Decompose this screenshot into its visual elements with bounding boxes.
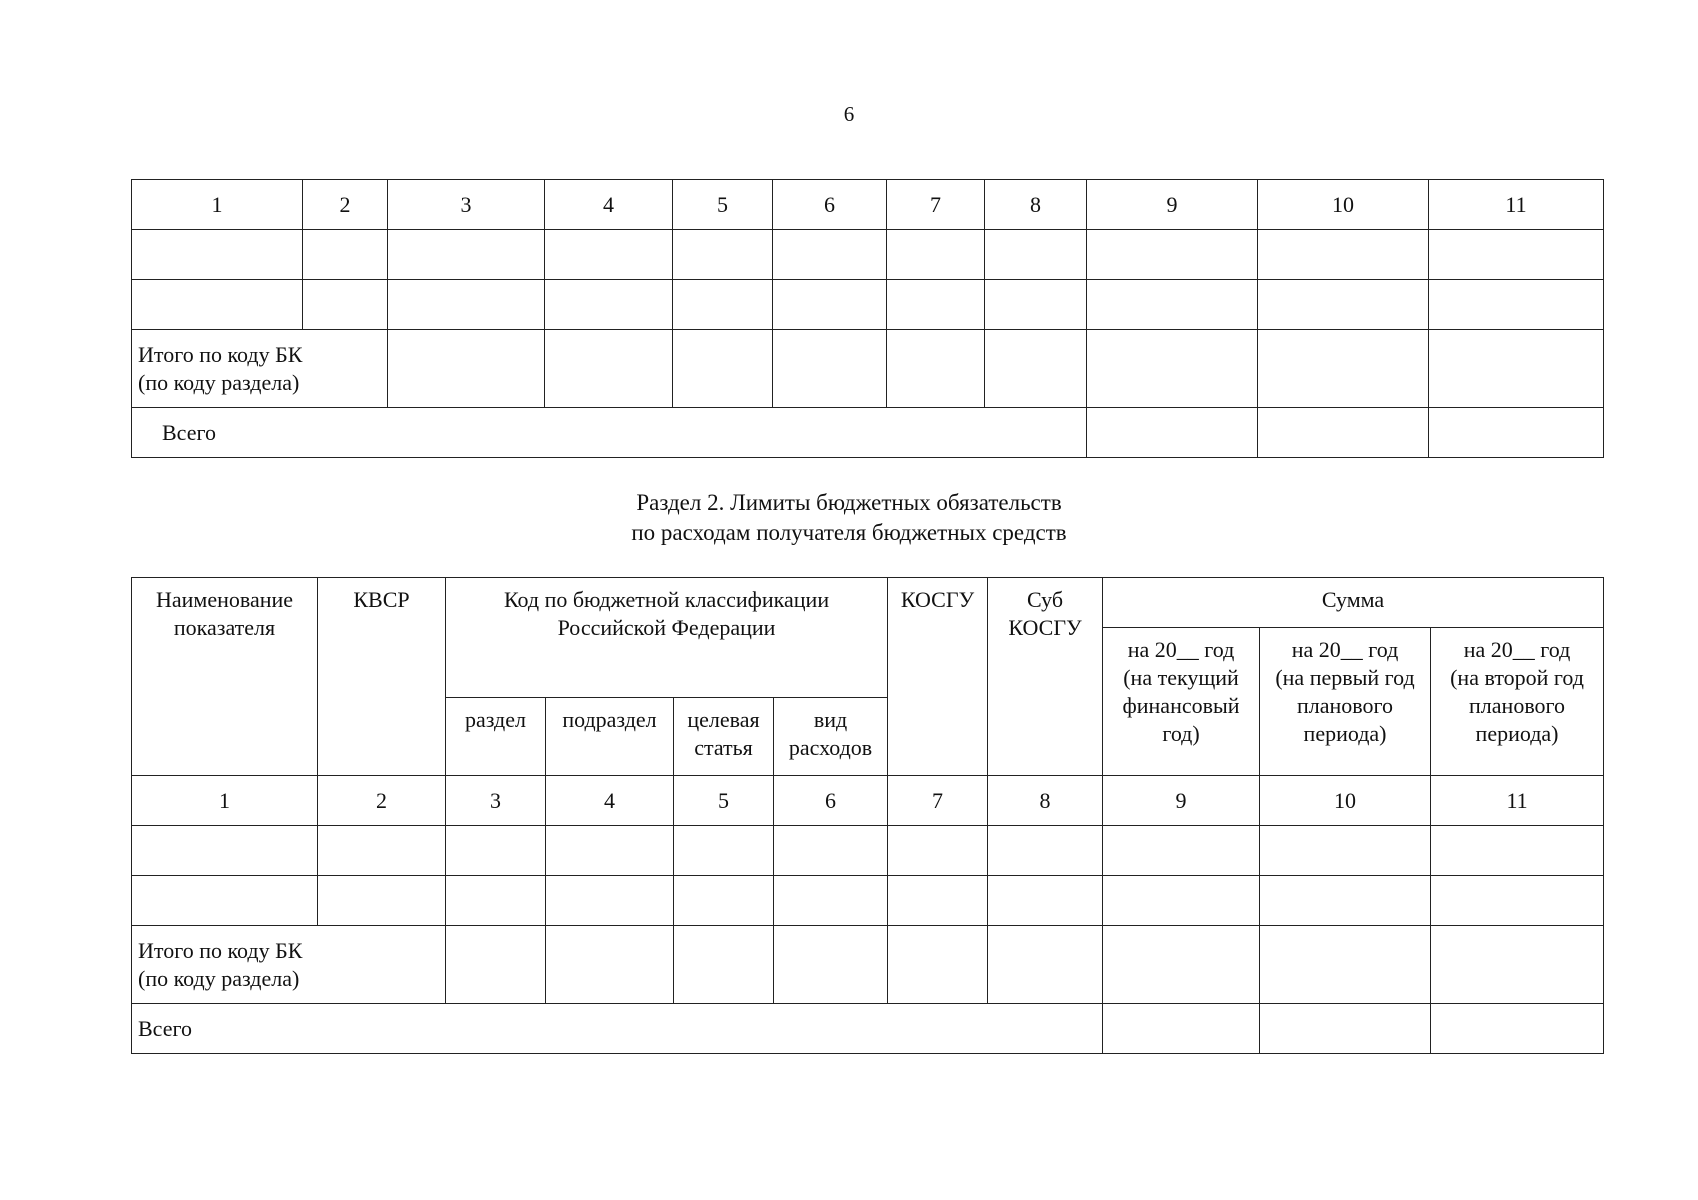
column-number: 6 bbox=[774, 776, 888, 826]
column-number: 1 bbox=[132, 776, 318, 826]
column-number: 7 bbox=[888, 776, 988, 826]
header-subsection: подраздел bbox=[546, 698, 674, 776]
table-cell[interactable] bbox=[1429, 280, 1604, 330]
table-cell[interactable] bbox=[1103, 876, 1260, 926]
table-cell[interactable] bbox=[1258, 408, 1429, 458]
table-cell[interactable] bbox=[774, 826, 888, 876]
table-cell[interactable] bbox=[1260, 926, 1431, 1004]
table-cell[interactable] bbox=[988, 826, 1103, 876]
table-cell[interactable] bbox=[988, 876, 1103, 926]
header-year-current: на 20__ год (на текущий финансовый год) bbox=[1103, 628, 1260, 776]
column-number: 8 bbox=[988, 776, 1103, 826]
header-sum: Сумма bbox=[1103, 578, 1604, 628]
header-target-item: целевая статья bbox=[674, 698, 774, 776]
table-cell[interactable] bbox=[303, 280, 388, 330]
table-row bbox=[132, 826, 1604, 876]
table-row bbox=[132, 876, 1604, 926]
header-sub-kosgu: Суб КОСГУ bbox=[988, 578, 1103, 776]
table-cell[interactable] bbox=[774, 876, 888, 926]
table-cell[interactable] bbox=[773, 230, 887, 280]
table-cell[interactable] bbox=[674, 926, 774, 1004]
grand-total-label: Всего bbox=[132, 1004, 1103, 1054]
table-cell[interactable] bbox=[132, 230, 303, 280]
table-cell[interactable] bbox=[388, 230, 545, 280]
header-row-1 bbox=[132, 578, 1604, 628]
column-number: 11 bbox=[1431, 776, 1604, 826]
column-number: 1 bbox=[132, 180, 303, 230]
table-cell[interactable] bbox=[1431, 926, 1604, 1004]
table-cell[interactable] bbox=[546, 876, 674, 926]
table-cell[interactable] bbox=[303, 230, 388, 280]
table-cell[interactable] bbox=[1087, 330, 1258, 408]
header-kvsr: КВСР bbox=[318, 578, 446, 776]
table-cell[interactable] bbox=[1103, 826, 1260, 876]
table-cell[interactable] bbox=[773, 330, 887, 408]
total-by-code-label: Итого по коду БК (по коду раздела) bbox=[132, 926, 446, 1004]
column-number: 11 bbox=[1429, 180, 1604, 230]
table-cell[interactable] bbox=[888, 926, 988, 1004]
table-row bbox=[132, 230, 1604, 280]
table-cell[interactable] bbox=[1431, 1004, 1604, 1054]
column-number: 5 bbox=[673, 180, 773, 230]
table-cell[interactable] bbox=[1431, 876, 1604, 926]
table-cell[interactable] bbox=[1103, 926, 1260, 1004]
table-cell[interactable] bbox=[1431, 826, 1604, 876]
column-number: 10 bbox=[1260, 776, 1431, 826]
table-cell[interactable] bbox=[1260, 876, 1431, 926]
table-cell[interactable] bbox=[446, 876, 546, 926]
table-cell[interactable] bbox=[1103, 1004, 1260, 1054]
table-cell[interactable] bbox=[988, 926, 1103, 1004]
table-cell[interactable] bbox=[985, 230, 1087, 280]
table-cell[interactable] bbox=[888, 876, 988, 926]
table-cell[interactable] bbox=[446, 926, 546, 1004]
table-cell[interactable] bbox=[888, 826, 988, 876]
column-number: 3 bbox=[388, 180, 545, 230]
column-number: 9 bbox=[1103, 776, 1260, 826]
table-cell[interactable] bbox=[1258, 330, 1429, 408]
table-cell[interactable] bbox=[887, 330, 985, 408]
table-cell[interactable] bbox=[674, 826, 774, 876]
header-indicator-name: Наименование показателя bbox=[132, 578, 318, 776]
table-cell[interactable] bbox=[1429, 230, 1604, 280]
header-kosgu: КОСГУ bbox=[888, 578, 988, 776]
grand-total-label: Всего bbox=[132, 408, 1087, 458]
table-cell[interactable] bbox=[545, 330, 673, 408]
table-cell[interactable] bbox=[1087, 280, 1258, 330]
table-cell[interactable] bbox=[1429, 330, 1604, 408]
total-by-code-label: Итого по коду БК (по коду раздела) bbox=[132, 330, 388, 408]
table-cell[interactable] bbox=[446, 826, 546, 876]
table-row bbox=[132, 280, 1604, 330]
table-cell[interactable] bbox=[673, 280, 773, 330]
table-cell[interactable] bbox=[985, 280, 1087, 330]
column-number: 3 bbox=[446, 776, 546, 826]
grand-total-row bbox=[132, 1004, 1604, 1054]
table-cell[interactable] bbox=[674, 876, 774, 926]
table-cell[interactable] bbox=[1260, 1004, 1431, 1054]
column-number: 5 bbox=[674, 776, 774, 826]
column-number-row bbox=[132, 180, 1604, 230]
table-cell[interactable] bbox=[132, 826, 318, 876]
table-cell[interactable] bbox=[1087, 408, 1258, 458]
column-number: 10 bbox=[1258, 180, 1429, 230]
column-number: 7 bbox=[887, 180, 985, 230]
table-cell[interactable] bbox=[887, 230, 985, 280]
section1-table-continuation bbox=[131, 179, 1604, 458]
column-number: 4 bbox=[546, 776, 674, 826]
table-cell[interactable] bbox=[673, 330, 773, 408]
table-cell[interactable] bbox=[773, 280, 887, 330]
table-cell[interactable] bbox=[318, 876, 446, 926]
table-cell[interactable] bbox=[318, 826, 446, 876]
table-cell[interactable] bbox=[673, 230, 773, 280]
table-cell[interactable] bbox=[985, 330, 1087, 408]
header-section: раздел bbox=[446, 698, 546, 776]
column-number: 6 bbox=[773, 180, 887, 230]
table-cell[interactable] bbox=[887, 280, 985, 330]
section2-limits-table bbox=[131, 577, 1604, 1054]
table-cell[interactable] bbox=[388, 330, 545, 408]
table-cell[interactable] bbox=[1087, 230, 1258, 280]
table-cell[interactable] bbox=[132, 280, 303, 330]
section-2-title: Раздел 2. Лимиты бюджетных обязательств по расходам получателя бюджетных средств bbox=[631, 490, 1067, 545]
header-bk-code: Код по бюджетной классификации Российской Федерации bbox=[446, 578, 888, 698]
column-number: 2 bbox=[318, 776, 446, 826]
column-number-row bbox=[132, 776, 1604, 826]
column-number: 2 bbox=[303, 180, 388, 230]
header-expense-type: вид расходов bbox=[774, 698, 888, 776]
table-cell[interactable] bbox=[1260, 826, 1431, 876]
table-cell[interactable] bbox=[132, 876, 318, 926]
table-cell[interactable] bbox=[546, 926, 674, 1004]
table-cell[interactable] bbox=[1258, 280, 1429, 330]
page-number: 6 bbox=[843, 102, 855, 126]
table-cell[interactable] bbox=[388, 280, 545, 330]
table-cell[interactable] bbox=[545, 230, 673, 280]
total-by-code-row bbox=[132, 330, 1604, 408]
header-year-first-plan: на 20__ год (на первый год планового периода) bbox=[1260, 628, 1431, 776]
header-year-second-plan: на 20__ год (на второй год планового периода) bbox=[1431, 628, 1604, 776]
table-cell[interactable] bbox=[546, 826, 674, 876]
table-cell[interactable] bbox=[1258, 230, 1429, 280]
table-cell[interactable] bbox=[545, 280, 673, 330]
grand-total-row bbox=[132, 408, 1604, 458]
column-number: 8 bbox=[985, 180, 1087, 230]
column-number: 9 bbox=[1087, 180, 1258, 230]
column-number: 4 bbox=[545, 180, 673, 230]
total-by-code-row bbox=[132, 926, 1604, 1004]
table-cell[interactable] bbox=[774, 926, 888, 1004]
table-cell[interactable] bbox=[1429, 408, 1604, 458]
